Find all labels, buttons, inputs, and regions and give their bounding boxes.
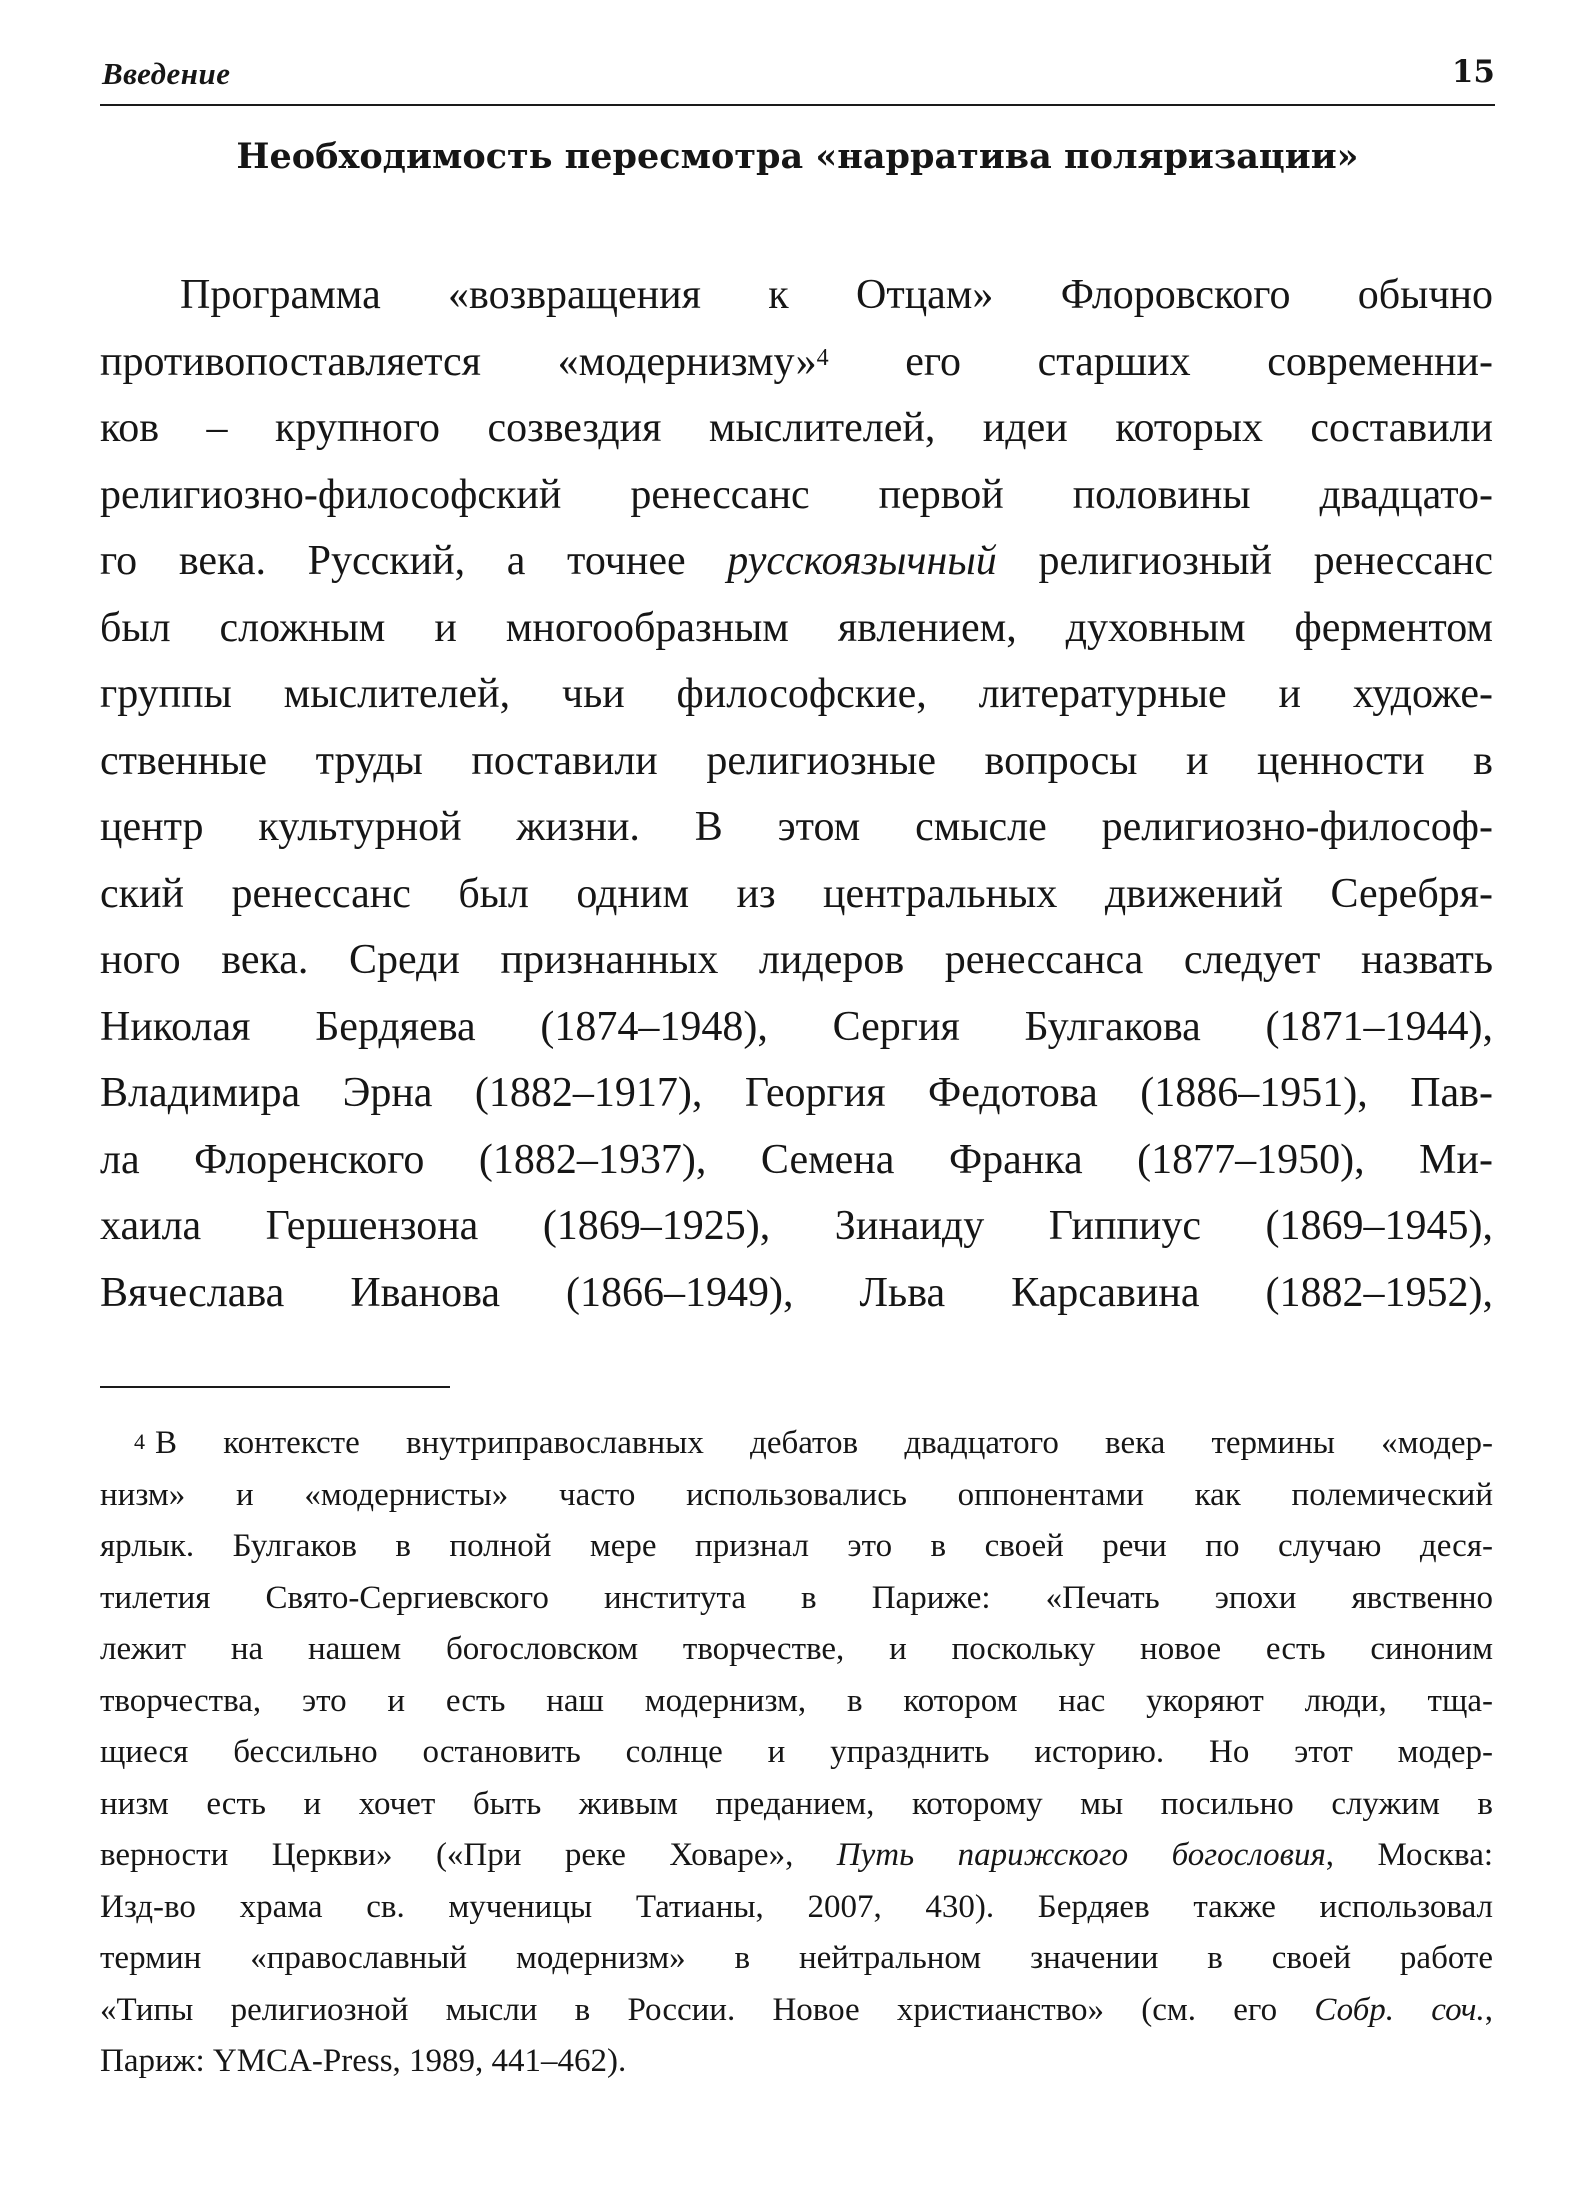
footnote-line: щиеся бессильно остановить солнце и упразднить историю. Но этот модер- (100, 1734, 1493, 1770)
footnote-line: тилетия Свято-Сергиевского института в Париже: «Печать эпохи явственно (100, 1579, 1493, 1616)
footnote (100, 1418, 1493, 2088)
italic-term: русскоязычный (727, 538, 997, 584)
text-line: Николая Бердяева (1874–1948), Сергия Булгакова (1871–1944), (100, 1003, 1493, 1050)
text-line: религиозно-философский ренессанс первой половины двадцато- (100, 471, 1493, 518)
text-line: противопоставляется «модернизму»$^4$ его старших современни- (100, 338, 1493, 385)
footnote-divider (100, 1386, 450, 1388)
text-line: Владимира Эрна (1882–1917), Георгия Федотова (1886–1951), Пав- (100, 1070, 1493, 1116)
footnote-line: низм есть и хочет быть живым преданием, которому мы посильно служим в (100, 1785, 1493, 1822)
text-line: хаила Гершензона (1869–1925), Зинаиду Гиппиус (1869–1945), (100, 1203, 1493, 1249)
footnote-line: термин «православный модернизм» в нейтральном значении в своей работе (100, 1940, 1493, 1976)
text-line: ский ренессанс был одним из центральных движений Серебря- (100, 870, 1493, 917)
footnote-line: $^4$ В контексте внутриправославных дебатов двадцатого века термины «модер- (134, 1425, 1493, 1461)
page-number: 15 (1451, 54, 1495, 90)
footnote-line: ярлык. Булгаков в полной мере признал это в своей речи по случаю деся- (100, 1528, 1493, 1564)
section-name: Введение (102, 56, 231, 91)
text-line: го века. Русский, а точнее русскоязычный религиозный ренессанс (100, 538, 1493, 584)
footnote-reference[interactable]: 4 (816, 344, 829, 371)
text-line: ков – крупного созвездия мыслителей, идеи которых составили (100, 405, 1493, 451)
text-line: центр культурной жизни. В этом смысле религиозно-философ- (100, 804, 1493, 850)
main-text (100, 262, 1493, 1326)
text-line: ного века. Среди признанных лидеров ренессанса следует назвать (100, 937, 1493, 983)
text-line: был сложным и многообразным явлением, духовным ферментом (100, 604, 1493, 651)
text-line: ственные труды поставили религиозные вопросы и ценности в (100, 737, 1493, 784)
text-line: ла Флоренского (1882–1937), Семена Франка (1877–1950), Ми- (100, 1136, 1493, 1183)
italic-title: Собр. соч. (1314, 1991, 1485, 2028)
footnote-marker: 4 (134, 1429, 145, 1454)
section-heading: Необходимость пересмотра «нарратива поляризации» (236, 136, 1359, 177)
text-line: группы мыслителей, чьи философские, литературные и художе- (100, 671, 1493, 717)
text-line: Вячеслава Иванова (1866–1949), Льва Карсавина (1882–1952), (100, 1269, 1493, 1316)
footnote-line: «Типы религиозной мысли в России. Новое христианство» (см. его Собр. соч., (100, 1991, 1493, 2028)
footnote-line: верности Церкви» («При реке Ховаре», Путь парижского богословия, Москва: (100, 1837, 1494, 1873)
footnote-line: лежит на нашем богословском творчестве, и поскольку новое есть синоним (100, 1631, 1493, 1667)
footnote-line: Париж: YMCA-Press, 1989, 441–462). (100, 2043, 627, 2079)
footnote-line: творчества, это и есть наш модернизм, в котором нас укоряют люди, тща- (100, 1682, 1493, 1719)
italic-title: Путь парижского богословия (836, 1837, 1326, 1873)
footnote-line: Изд-во храма св. мученицы Татианы, 2007, 430). Бердяев также использовал (100, 1888, 1493, 1925)
running-header (100, 54, 1495, 106)
footnote-line: низм» и «модернисты» часто использовались оппонентами как полемический (100, 1476, 1493, 1513)
text-line: Программа «возвращения к Отцам» Флоровского обычно (180, 272, 1493, 318)
